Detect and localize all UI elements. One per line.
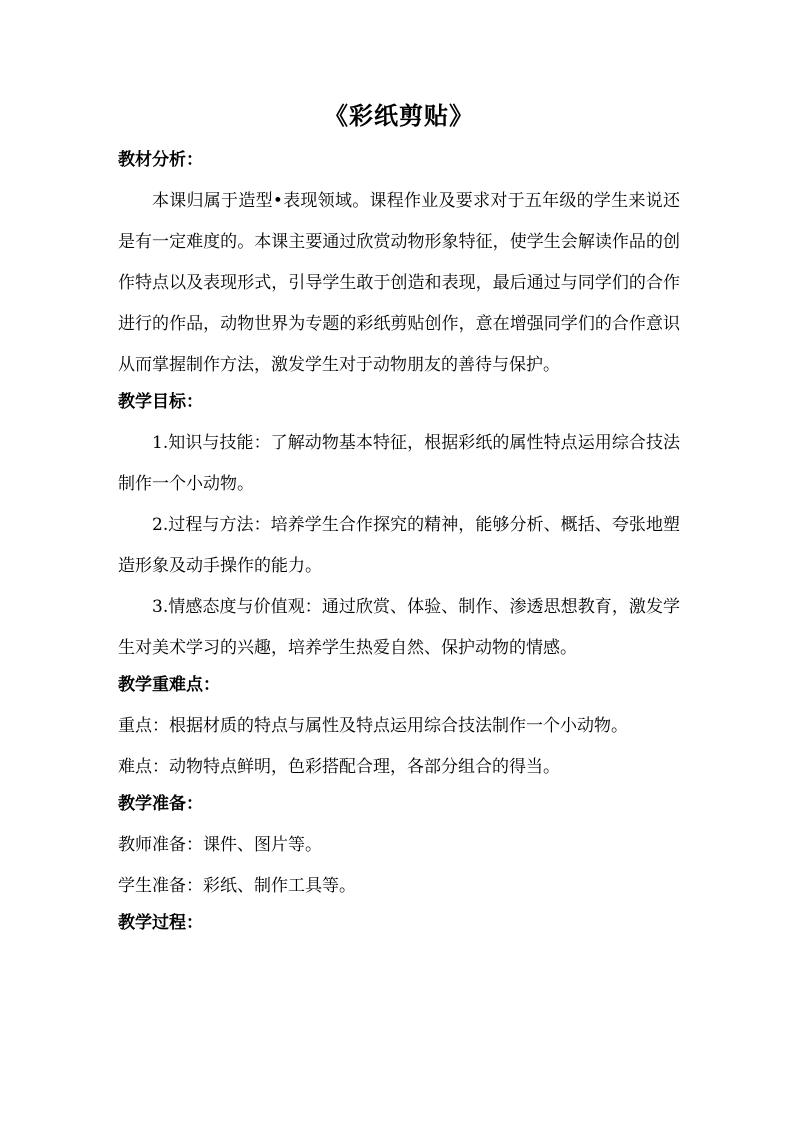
document-page	[118, 100, 680, 944]
student-preparation-line: 学生准备：彩纸、制作工具等。	[118, 876, 356, 896]
key-point-line: 重点：根据材质的特点与属性及特点运用综合技法制作一个小动物。	[118, 716, 628, 736]
section-heading-analysis: 教材分析：	[118, 150, 203, 170]
goal-item-knowledge: 1.知识与技能：了解动物基本特征，根据彩纸的属性特点运用综合技法制作一个小动物。	[118, 433, 680, 494]
goal-item-emotion: 3.情感态度与价值观：通过欣赏、体验、制作、渗透思想教育，激发学生对美术学习的兴趣，培养学生热爱自然、保护动物的情感。	[118, 597, 680, 658]
difficult-point-line: 难点：动物特点鲜明，色彩搭配合理，各部分组合的得当。	[118, 757, 560, 777]
goal-item-process: 2.过程与方法：培养学生合作探究的精神，能够分析、概括、夸张地塑造形象及动手操作的能力。	[118, 515, 680, 576]
section-heading-key-points: 教学重难点：	[118, 675, 220, 695]
section-heading-goals: 教学目标：	[118, 392, 203, 412]
section-heading-preparation: 教学准备：	[118, 794, 203, 814]
teacher-preparation-line: 教师准备：课件、图片等。	[118, 835, 322, 855]
analysis-paragraph: 本课归属于造型•表现领域。课程作业及要求对于五年级的学生来说还是有一定难度的。本课主要通过欣赏动物形象特征，使学生会解读作品的创作特点以及表现形式，引导学生敢于创造和表现，最后通过与同学们的合作进行的作品，动物世界为专题的彩纸剪贴创作，意在增强同学们的合作意识从而掌握制作方法，激发学生对于动物朋友的善待与保护。	[118, 191, 680, 375]
document-title: 《彩纸剪贴》	[324, 101, 474, 130]
section-heading-process: 教学过程：	[118, 913, 203, 933]
